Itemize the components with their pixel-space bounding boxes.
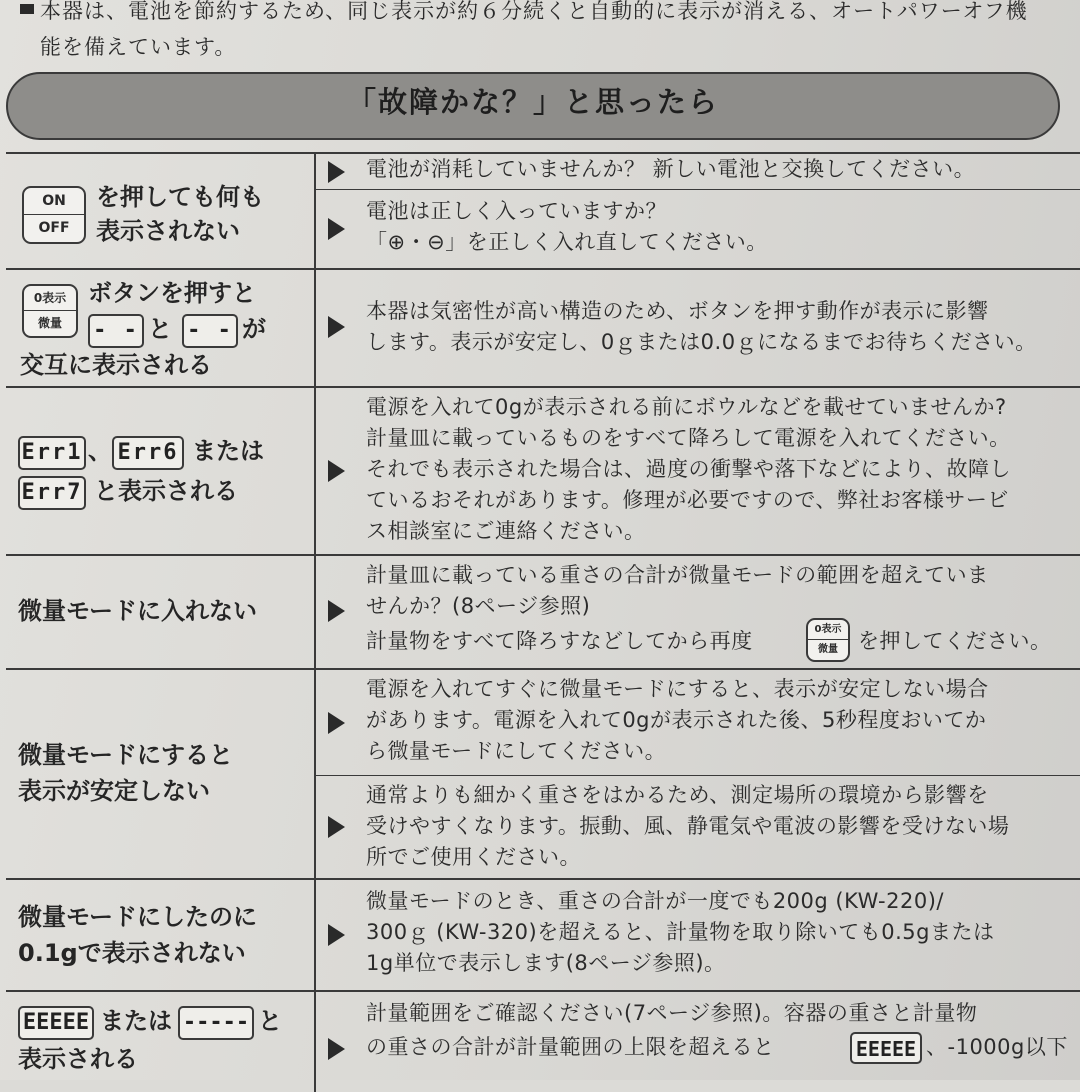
symptom-text: 表示が安定しない — [18, 777, 210, 805]
error-code-display: Err6 — [112, 436, 184, 470]
remedy-item — [316, 270, 1080, 386]
intro-line-2: 能を備えています。 — [40, 35, 237, 59]
arrow-icon — [328, 924, 345, 946]
table-row — [6, 992, 1080, 1092]
remedy-cell — [316, 992, 1080, 1092]
remedy-text: 計量範囲をご確認ください(7ページ参照)。容器の重さと計量物 — [366, 1001, 978, 1025]
remedy-item — [316, 880, 1080, 990]
table-row — [6, 880, 1080, 992]
symptom-cell — [6, 388, 316, 554]
symptom-cell — [6, 992, 316, 1092]
error-code-display: Err7 — [18, 476, 86, 510]
table-row — [6, 154, 1080, 270]
button-label-bottom: 微量 — [37, 316, 62, 330]
intro-line-1: 本器は、電池を節約するため、同じ表示が約６分続くと自動的に表示が消える、オートパワーオフ機 — [40, 0, 1028, 23]
symptom-text: が — [242, 315, 266, 343]
remedy-text: 電源を入れてすぐに微量モードにすると、表示が安定しない場合 があります。電源を入れて0gが表示された後、5秒程度おいてか ら微量モードにしてください。 — [366, 677, 989, 763]
remedy-item — [316, 556, 1080, 668]
symptom-text: または — [100, 1007, 172, 1035]
section-title: 「故障かな？」と思ったら — [346, 85, 719, 119]
symptom-cell — [6, 556, 316, 668]
arrow-icon — [328, 816, 345, 838]
arrow-icon — [328, 600, 345, 622]
arrow-icon — [328, 460, 345, 482]
remedy-text: 計量物をすべて降ろすなどしてから再度 — [366, 629, 753, 653]
button-label-bottom: 微量 — [818, 644, 838, 655]
symptom-text: 、 — [88, 437, 112, 465]
symptom-cell — [6, 670, 316, 878]
symptom-text: ボタンを押すと — [88, 279, 256, 307]
remedy-item — [316, 992, 1080, 1092]
symptom-text: または — [192, 437, 264, 465]
remedy-cell — [316, 388, 1080, 554]
button-label-bottom: OFF — [38, 220, 70, 236]
remedy-cell — [316, 270, 1080, 386]
section-banner — [6, 72, 1060, 140]
remedy-text: 、-1000g以下 — [926, 1035, 1068, 1059]
zero-display-button-icon — [22, 284, 78, 338]
display-segment: - - — [88, 314, 144, 348]
symptom-text: 微量モードに入れない — [18, 597, 258, 625]
symptom-text: と表示される — [94, 477, 238, 505]
error-code-display: Err1 — [18, 436, 86, 470]
remedy-cell — [316, 880, 1080, 990]
display-segment: EEEEE — [18, 1006, 94, 1040]
display-segment: - - — [182, 314, 238, 348]
table-row — [6, 388, 1080, 556]
remedy-text: 電源を入れて0gが表示される前にボウルなどを載せていませんか? 計量皿に載っているものをすべて降ろして電源を入れてください。 それでも表示された場合は、過度の衝撃や落下などにより、故障し ているおそれがあります。修理が必要ですので、弊社お客様サービ ス相談室にご連絡ください。 — [366, 395, 1011, 543]
remedy-item — [316, 388, 1080, 554]
remedy-item — [316, 670, 1080, 776]
remedy-item — [316, 154, 1080, 190]
remedy-text: を押してください。 — [858, 629, 1052, 653]
arrow-icon — [328, 161, 345, 183]
symptom-text: を押しても何も — [96, 183, 264, 211]
symptom-text: 微量モードにすると — [18, 741, 234, 769]
remedy-cell — [316, 556, 1080, 668]
remedy-item — [316, 190, 1080, 268]
table-row — [6, 270, 1080, 388]
zero-display-button-icon — [806, 618, 850, 662]
remedy-text: 計量皿に載っている重さの合計が微量モードの範囲を超えていま せんか？(8ページ参照) — [366, 563, 989, 618]
remedy-text: の重さの合計が計量範囲の上限を超えると — [366, 1035, 775, 1059]
bullet-mark — [20, 4, 34, 14]
symptom-text: 表示されない — [96, 217, 240, 245]
remedy-item — [316, 776, 1080, 878]
symptom-cell — [6, 270, 316, 386]
symptom-text: と — [148, 315, 172, 343]
table-row — [6, 670, 1080, 880]
symptom-text: と — [258, 1007, 282, 1035]
display-segment: EEEEE — [850, 1032, 922, 1064]
on-off-button-icon — [22, 186, 86, 244]
symptom-text: 交互に表示される — [20, 351, 212, 379]
arrow-icon — [328, 218, 345, 240]
remedy-text: 電池は正しく入っていますか？ 「⊕・⊖」を正しく入れ直してください。 — [366, 199, 768, 254]
symptom-text: 微量モードにしたのに — [18, 903, 258, 931]
button-label-top: 0表示 — [808, 620, 848, 640]
symptom-cell — [6, 154, 316, 268]
symptom-text: 表示される — [18, 1045, 138, 1073]
arrow-icon — [328, 712, 345, 734]
button-label-top: ON — [24, 188, 84, 215]
table-row — [6, 556, 1080, 670]
remedy-cell — [316, 154, 1080, 268]
remedy-cell — [316, 670, 1080, 878]
remedy-text: 通常よりも細かく重さをはかるため、測定場所の環境から影響を 受けやすくなります。振動、風、静電気や電波の影響を受けない場 所でご使用ください。 — [366, 783, 1010, 869]
display-segment: ----- — [178, 1006, 254, 1040]
button-label-top: 0表示 — [24, 286, 76, 311]
remedy-text: 電池が消耗していませんか？ 新しい電池と交換してください。 — [366, 157, 976, 181]
troubleshooting-table — [6, 152, 1080, 1082]
arrow-icon — [328, 316, 345, 338]
remedy-text: 本器は気密性が高い構造のため、ボタンを押す動作が表示に影響 します。表示が安定し、0ｇまたは0.0ｇになるまでお待ちください。 — [366, 299, 1037, 354]
symptom-cell — [6, 880, 316, 990]
arrow-icon — [328, 1038, 345, 1060]
symptom-text: 0.1gで表示されない — [18, 939, 246, 967]
remedy-text: 微量モードのとき、重さの合計が一度でも200g (KW-220)/ 300ｇ (KW-320)を超えると、計量物を取り除いても0.5gまたは 1g単位で表示します(8ページ参照)。 — [366, 889, 995, 975]
